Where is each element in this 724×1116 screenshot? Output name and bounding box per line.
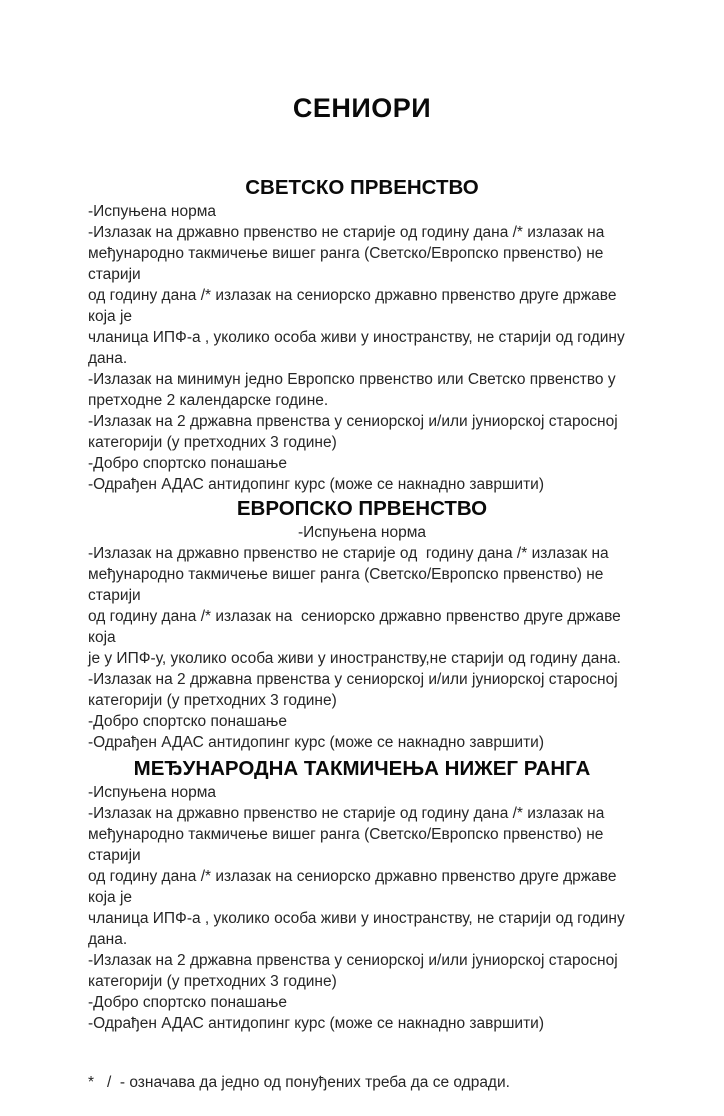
body-line: категорији (у претходних 3 године) — [88, 692, 337, 709]
body-line: -Излазак на државно првенство не старије од годину дана /* излазак на — [88, 224, 605, 241]
body-line: -Излазак на 2 државна првенства у сениорској и/или јуниорској старосној — [88, 413, 618, 430]
section-heading-world: СВЕТСКО ПРВЕНСТВО — [245, 176, 479, 199]
body-line: -Добро спортско понашање — [88, 713, 287, 730]
document-title: СЕНИОРИ — [292, 93, 432, 123]
body-line: међународно такмичење вишег ранга (Светско/Европско првенство) не старији — [88, 826, 608, 864]
body-line: -Добро спортско понашање — [88, 994, 287, 1011]
body-line: -Излазак на 2 државна првенства у сениорској и/или јуниорској старосној — [88, 671, 618, 688]
body-line: међународно такмичење вишег ранга (Светско/Европско првенство) не старији — [88, 245, 608, 283]
section-world-championship — [88, 174, 636, 495]
norm-line: -Испуњена норма — [298, 524, 426, 541]
body-line: -Добро спортско понашање — [88, 455, 287, 472]
body-line: је у ИПФ-у, уколико особа живи у иностранству,не старији од годину дана. — [88, 650, 621, 667]
body-line: -Одрађен АДАС антидопинг курс (може се накнадно завршити) — [88, 734, 545, 751]
body-line: категорији (у претходних 3 године) — [88, 434, 337, 451]
norm-line: -Испуњена норма — [88, 203, 216, 220]
norm-line: -Испуњена норма — [88, 784, 216, 801]
section-international-lower-rank — [88, 755, 636, 1034]
body-line: -Излазак на државно првенство не старије од годину дана /* излазак на — [88, 545, 609, 562]
body-line: -Излазак на минимун једно Европско првенство или Светско првенство у — [88, 371, 616, 388]
body-line: чланица ИПФ-а , уколико особа живи у иностранству, не старији од годину дана. — [88, 910, 630, 948]
body-line: од годину дана /* излазак на сениорско државно првенство друге државе која је — [88, 868, 621, 906]
body-line: од годину дана /* излазак на сениорско државно првенство друге државе која — [88, 608, 626, 646]
section-heading-european: ЕВРОПСКО ПРВЕНСТВО — [236, 497, 488, 520]
body-line: -Излазак на државно првенство не старије од годину дана /* излазак на — [88, 805, 605, 822]
section-heading-international: МЕЂУНАРОДНА ТАКМИЧЕЊА НИЖЕГ РАНГА — [133, 757, 591, 780]
body-line: -Излазак на 2 државна првенства у сениорској и/или јуниорској старосној — [88, 952, 618, 969]
footnote: * / - означава да једно од понуђених треба да се одради. — [88, 1074, 510, 1091]
body-line: од годину дана /* излазак на сениорско државно првенство друге државе која је — [88, 287, 621, 325]
body-line: међународно такмичење вишег ранга (Светско/Европско првенство) не старији — [88, 566, 608, 604]
body-line: категорији (у претходних 3 године) — [88, 973, 337, 990]
body-line: -Одрађен АДАС антидопинг курс (може се накнадно завршити) — [88, 476, 545, 493]
body-line: -Одрађен АДАС антидопинг курс (може се накнадно завршити) — [88, 1015, 545, 1032]
body-line: претходне 2 календарске године. — [88, 392, 329, 409]
section-european-championship — [88, 495, 636, 753]
document-page — [88, 92, 636, 1093]
body-line: чланица ИПФ-а , уколико особа живи у иностранству, не старији од годину дана. — [88, 329, 630, 367]
